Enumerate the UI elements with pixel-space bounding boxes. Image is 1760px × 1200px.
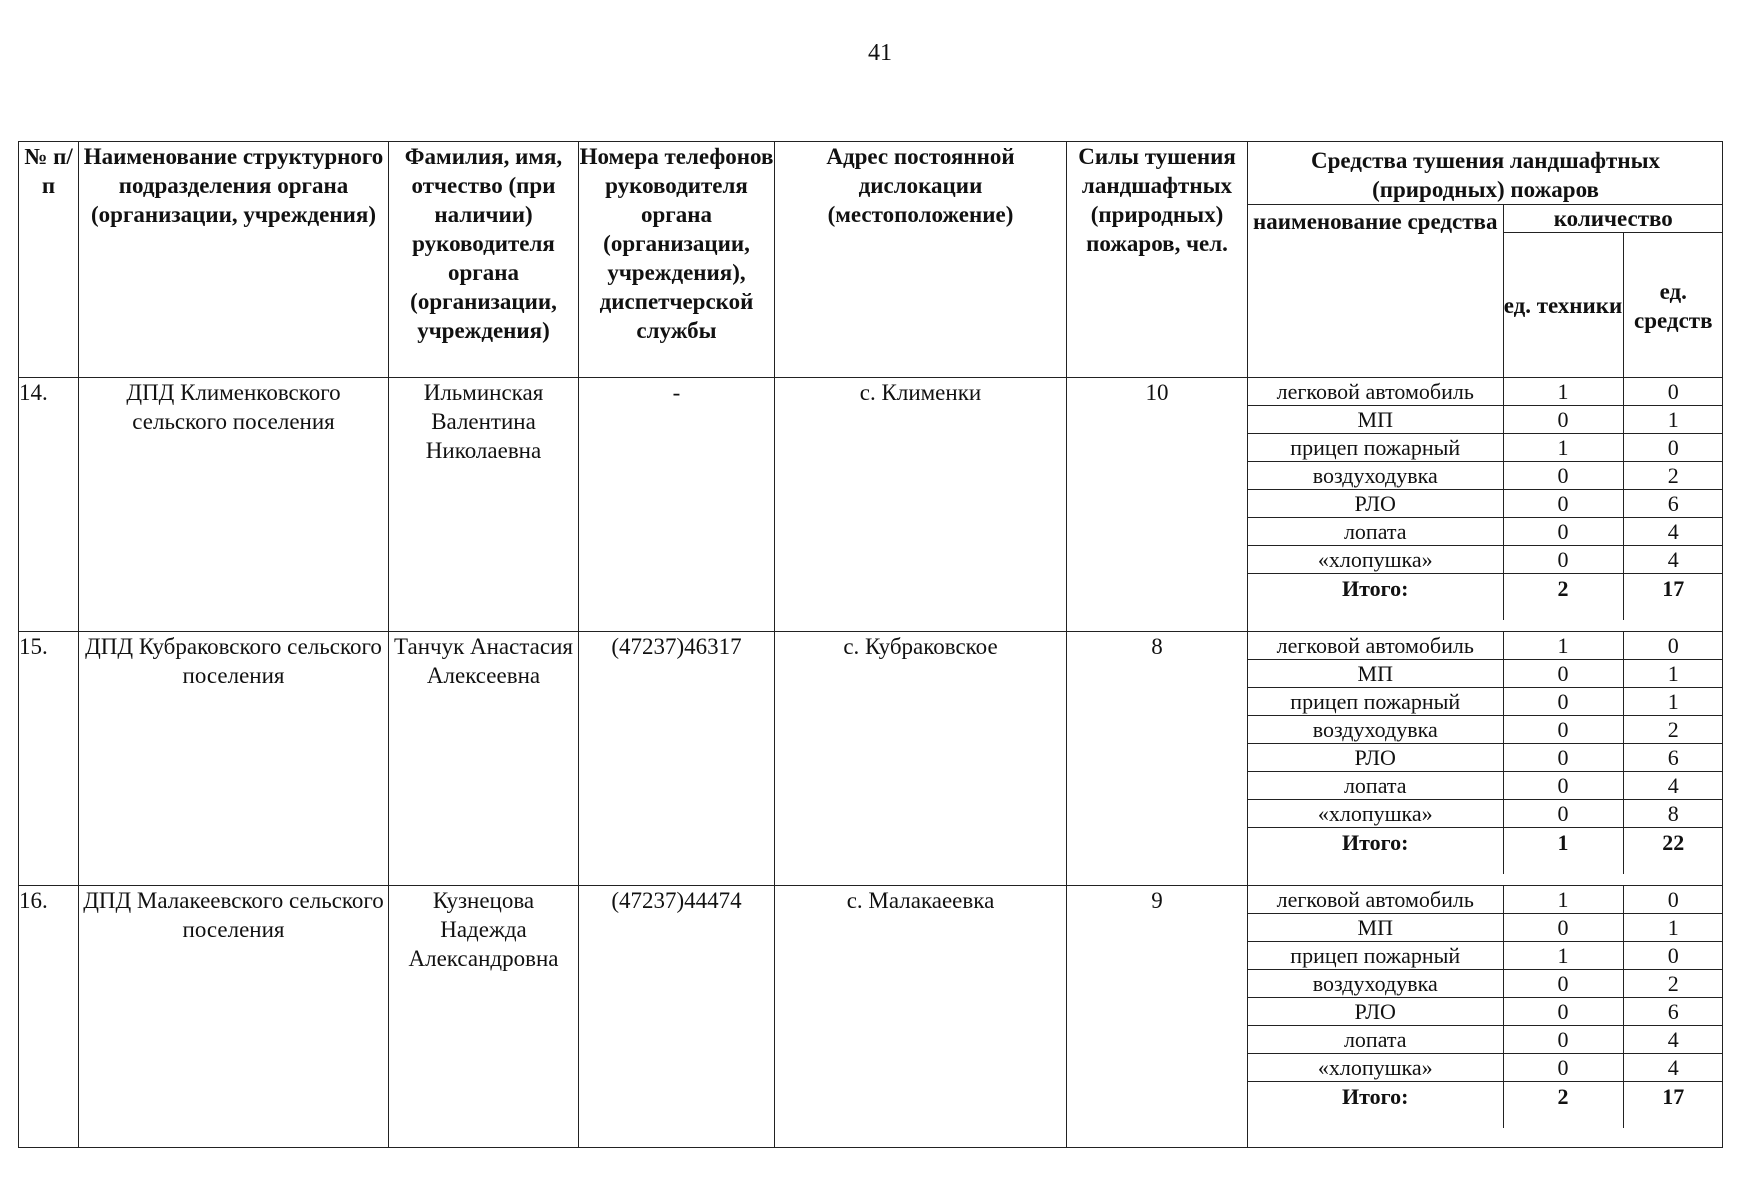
item-means: 6 xyxy=(1623,744,1723,772)
means-item xyxy=(1248,688,1723,716)
row-org-name: ДПД Клименковского сельского поселения xyxy=(79,378,389,632)
header-forces: Силы тушения ландшафтных (природных) пожаров, чел. xyxy=(1067,142,1248,378)
item-means: 2 xyxy=(1623,716,1723,744)
row-address: с. Кубраковское xyxy=(775,632,1067,886)
means-item xyxy=(1248,378,1723,406)
item-name: «хлопушка» xyxy=(1248,1054,1503,1082)
row-org-name: ДПД Малакеевского сельского поселения xyxy=(79,886,389,1148)
row-forces: 10 xyxy=(1067,378,1248,632)
total-tech: 2 xyxy=(1503,574,1623,621)
means-item xyxy=(1248,1054,1723,1082)
item-name: МП xyxy=(1248,914,1503,942)
item-name: МП xyxy=(1248,406,1503,434)
row-phone: (47237)44474 xyxy=(579,886,775,1148)
item-means: 4 xyxy=(1623,772,1723,800)
means-item xyxy=(1248,660,1723,688)
item-means: 4 xyxy=(1623,1026,1723,1054)
means-total xyxy=(1248,1082,1723,1129)
means-item xyxy=(1248,434,1723,462)
item-tech: 0 xyxy=(1503,998,1623,1026)
item-name: «хлопушка» xyxy=(1248,546,1503,574)
item-tech: 1 xyxy=(1503,942,1623,970)
item-tech: 1 xyxy=(1503,434,1623,462)
row-num: 16. xyxy=(19,886,79,1148)
header-head: Фамилия, имя, отчество (при наличии) руководителя органа (организации, учреждения) xyxy=(389,142,579,378)
item-means: 0 xyxy=(1623,434,1723,462)
item-name: РЛО xyxy=(1248,490,1503,518)
row-phone: - xyxy=(579,378,775,632)
item-means: 4 xyxy=(1623,546,1723,574)
item-means: 1 xyxy=(1623,660,1723,688)
row-num: 15. xyxy=(19,632,79,886)
means-item xyxy=(1248,518,1723,546)
means-item xyxy=(1248,744,1723,772)
header-quantity: количество xyxy=(1503,205,1723,233)
item-means: 0 xyxy=(1623,942,1723,970)
item-name: лопата xyxy=(1248,518,1503,546)
item-means: 6 xyxy=(1623,998,1723,1026)
means-item xyxy=(1248,490,1723,518)
item-means: 8 xyxy=(1623,800,1723,828)
item-tech: 0 xyxy=(1503,800,1623,828)
row-phone: (47237)46317 xyxy=(579,632,775,886)
header-units-tech: ед. техники xyxy=(1503,233,1623,377)
item-tech: 0 xyxy=(1503,914,1623,942)
means-item xyxy=(1248,546,1723,574)
means-total xyxy=(1248,828,1723,875)
item-name: воздуходувка xyxy=(1248,462,1503,490)
row-num: 14. xyxy=(19,378,79,632)
total-means: 22 xyxy=(1623,828,1723,875)
item-means: 0 xyxy=(1623,378,1723,406)
means-item xyxy=(1248,406,1723,434)
item-tech: 1 xyxy=(1503,886,1623,914)
item-means: 0 xyxy=(1623,632,1723,660)
item-tech: 0 xyxy=(1503,660,1623,688)
item-tech: 0 xyxy=(1503,970,1623,998)
total-means: 17 xyxy=(1623,574,1723,621)
means-item xyxy=(1248,800,1723,828)
row-means xyxy=(1248,886,1723,1148)
header-address: Адрес постоянной дислокации (местоположение) xyxy=(775,142,1067,378)
total-tech: 1 xyxy=(1503,828,1623,875)
row-address: с. Клименки xyxy=(775,378,1067,632)
means-item xyxy=(1248,462,1723,490)
means-item xyxy=(1248,942,1723,970)
table-row xyxy=(19,378,1723,632)
means-total xyxy=(1248,574,1723,621)
item-name: легковой автомобиль xyxy=(1248,632,1503,660)
item-name: воздуходувка xyxy=(1248,716,1503,744)
header-means-group xyxy=(1248,142,1723,378)
total-tech: 2 xyxy=(1503,1082,1623,1129)
item-name: лопата xyxy=(1248,1026,1503,1054)
item-name: воздуходувка xyxy=(1248,970,1503,998)
means-item xyxy=(1248,998,1723,1026)
item-tech: 0 xyxy=(1503,518,1623,546)
means-item xyxy=(1248,970,1723,998)
header-num: № п/п xyxy=(19,142,79,378)
total-means: 17 xyxy=(1623,1082,1723,1129)
row-head-name: Танчук Анастасия Алексеевна xyxy=(389,632,579,886)
row-forces: 9 xyxy=(1067,886,1248,1148)
item-tech: 0 xyxy=(1503,1026,1623,1054)
item-tech: 0 xyxy=(1503,688,1623,716)
item-name: РЛО xyxy=(1248,998,1503,1026)
item-name: легковой автомобиль xyxy=(1248,886,1503,914)
item-name: легковой автомобиль xyxy=(1248,378,1503,406)
resources-table xyxy=(18,141,1723,1148)
item-tech: 0 xyxy=(1503,546,1623,574)
row-head-name: Ильминская Валентина Николаевна xyxy=(389,378,579,632)
item-name: прицеп пожарный xyxy=(1248,688,1503,716)
total-label: Итого: xyxy=(1248,828,1503,875)
item-tech: 0 xyxy=(1503,1054,1623,1082)
item-means: 4 xyxy=(1623,1054,1723,1082)
item-name: прицеп пожарный xyxy=(1248,942,1503,970)
item-means: 1 xyxy=(1623,914,1723,942)
means-item xyxy=(1248,716,1723,744)
item-name: лопата xyxy=(1248,772,1503,800)
table-row xyxy=(19,632,1723,886)
item-name: РЛО xyxy=(1248,744,1503,772)
item-tech: 1 xyxy=(1503,378,1623,406)
item-means: 1 xyxy=(1623,688,1723,716)
row-address: с. Малакаеевка xyxy=(775,886,1067,1148)
item-means: 4 xyxy=(1623,518,1723,546)
header-means: Средства тушения ландшафтных (природных) пожаров xyxy=(1248,142,1723,205)
item-tech: 0 xyxy=(1503,406,1623,434)
item-tech: 0 xyxy=(1503,772,1623,800)
row-org-name: ДПД Кубраковского сельского поселения xyxy=(79,632,389,886)
item-tech: 0 xyxy=(1503,744,1623,772)
row-means xyxy=(1248,632,1723,886)
item-tech: 0 xyxy=(1503,490,1623,518)
item-tech: 1 xyxy=(1503,632,1623,660)
item-means: 2 xyxy=(1623,462,1723,490)
means-item xyxy=(1248,632,1723,660)
total-label: Итого: xyxy=(1248,1082,1503,1129)
means-item xyxy=(1248,914,1723,942)
means-item xyxy=(1248,772,1723,800)
item-means: 6 xyxy=(1623,490,1723,518)
header-phones: Номера телефонов руководителя органа (организации, учреждения), диспетчерской службы xyxy=(579,142,775,378)
header-row xyxy=(19,142,1723,378)
row-forces: 8 xyxy=(1067,632,1248,886)
total-label: Итого: xyxy=(1248,574,1503,621)
row-head-name: Кузнецова Надежда Александровна xyxy=(389,886,579,1148)
item-name: прицеп пожарный xyxy=(1248,434,1503,462)
item-means: 1 xyxy=(1623,406,1723,434)
header-name: Наименование структурного подразделения органа (организации, учреждения) xyxy=(79,142,389,378)
table-row xyxy=(19,886,1723,1148)
item-tech: 0 xyxy=(1503,462,1623,490)
item-means: 2 xyxy=(1623,970,1723,998)
row-means xyxy=(1248,378,1723,632)
means-item xyxy=(1248,886,1723,914)
page-number: 41 xyxy=(868,40,892,66)
item-name: «хлопушка» xyxy=(1248,800,1503,828)
item-means: 0 xyxy=(1623,886,1723,914)
header-units-means: ед. средств xyxy=(1623,233,1723,377)
item-name: МП xyxy=(1248,660,1503,688)
header-means-name: наименование средства xyxy=(1248,205,1503,378)
item-tech: 0 xyxy=(1503,716,1623,744)
means-item xyxy=(1248,1026,1723,1054)
